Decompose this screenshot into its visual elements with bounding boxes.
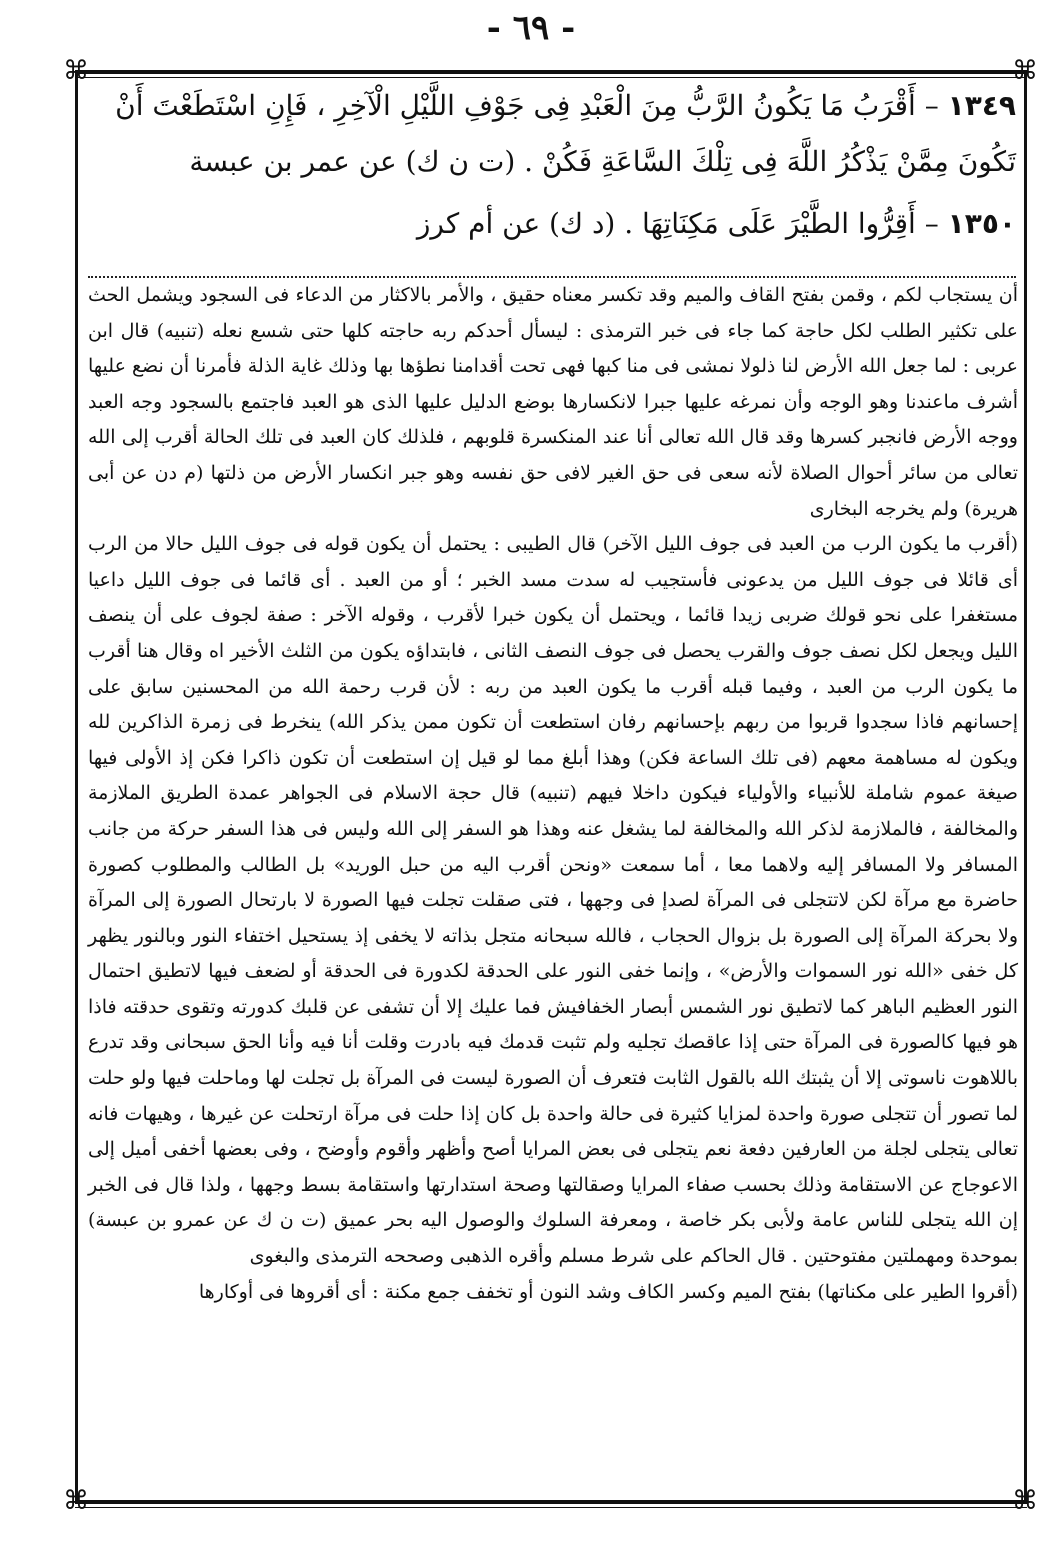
corner-ornament-icon: ⌘	[63, 1486, 89, 1516]
frame-bottom-border	[75, 1500, 1027, 1504]
commentary-paragraph: (أقروا الطير على مكناتها) بفتح الميم وكسر الكاف وشد النون أو تخفف جمع مكنة : أى أقروها فى أوكارها	[198, 1280, 1018, 1303]
hadith-entry	[84, 78, 1016, 190]
page-number: - ٦٩ -	[486, 8, 576, 48]
commentary-body	[88, 278, 1018, 1310]
corner-ornament-icon: ⌘	[1012, 56, 1038, 86]
hadith-text: – أَقِرُّوا الطَّيْرَ عَلَى مَكِنَاتِهَا . (د ك) عن أم كرز	[416, 207, 939, 240]
frame-right-border	[1024, 70, 1027, 1500]
hadith-number: ١٣٥٠	[947, 207, 1016, 240]
hadith-number: ١٣٤٩	[947, 89, 1016, 122]
commentary-paragraph: (أقرب ما يكون الرب من العبد فى جوف الليل الآخر) قال الطيبى : يحتمل أن يكون قوله فى جوف الليل حالا من الرب أى قائلا فى جوف الليل من يدعونى فأستجيب له سدت مسد الخبر ؛ أو من العبد . أى قائما فى جوف الليل داعيا مستغفرا على نحو قولك ضربى زيدا قائما ، ويحتمل أن يكون خبرا لأقرب ، وقوله الآخر : صفة لجوف على أن ينصف الليل ويجعل لكل نصف جوف والقرب يحصل فى جوف النصف الثانى ، فابتداؤه يكون من الثلث الأخير اه وقال هنا أقرب ما يكون الرب من العبد ، وفيما قبله أقرب ما يكون العبد من ربه : لأن قرب رحمة الله من المحسنين سابق على إحسانهم فاذا سجدوا قربوا من ربهم بإحسانهم رفان استطعت أن تكون ممن يذكر الله) ينخرط فى زمرة الذاكرين لله ويكون له مساهمة معهم (فى تلك الساعة فكن) وهذا أبلغ مما لو قيل إن استطعت أن تكون ذاكرا فكن إذ الأولى فيها صيغة عموم شاملة للأنبياء والأولياء فيكون داخلا فيهم (تنبيه) قال حجة الاسلام فى الجواهر عمدة الطريق الملازمة والمخالفة ، فالملازمة لذكر الله والمخالفة لما يشغل عنه وهذا هو السفر إلى الله وليس فى هذا السفر حركة من جانب المسافر ولا المسافر إليه ولاهما معا ، أما سمعت «ونحن أقرب اليه من حبل الوريد» بل الطالب والمطلوب كصورة حاضرة مع مرآة لكن لاتتجلى فى المرآة لصدإ فى وجهها ، فتى صقلت تجلت فيها الصورة لا بارتحال الصورة إلى المرآة ولا بحركة المرآة إلى الصورة بل بزوال الحجاب ، فالله سبحانه متجل بذاته لا يخفى إذ يستحيل اختفاء النور وبالنور يظهر كل خفى «الله نور السموات والأرض» ، وإنما خفى النور على الحدقة لكدورة فى الحدقة أو لضعف فيها لاتطيق احتمال النور العظيم الباهر كما لاتطيق نور الشمس أبصار الخفافيش فما عليك إلا أن تشفى عن قلبك كدورته وتقوى حدقته فاذا هو فيها كالصورة فى المرآة حتى إذا عاقصك تجليه ولم تثبت قدمك فيه بادرت وقلت أنا فيه وأنا الحق سبحانى وقد تدرع باللاهوت ناسوتى إلا أن يثبتك الله بالقول الثابت فتعرف أن الصورة ليست فى المرآة بل تجلت لها وماحلت فيها ولو حلت لما تصور أن تتجلى صورة واحدة لمزايا كثيرة فى حالة واحدة بل كان إذا حلت فى مرآة ارتحلت عن غيرها ، وهيهات فانه تعالى يتجلى لجلة من العارفين دفعة نعم يتجلى فى بعض المرايا أصح وأظهر وأقوم وأوضح ، وفى بعضها أخفى أميل إلى الاعوجاج عن الاستقامة وذلك بحسب صفاء المرايا وصقالتها وصحة استدارتها واستقامة بسط وجهها ، ولذا قال فى الخبر إن الله يتجلى للناس عامة ولأبى بكر خاصة ، ومعرفة السلوك والوصول اليه بحر عميق (ت ن ك عن عمرو بن عبسة) بموحدة ومهملتين مفتوحتين . قال الحاكم على شرط مسلم وأقره الذهبى وصححه الترمذى والبغوى	[88, 533, 1018, 1268]
hadith-list	[84, 78, 1016, 258]
commentary-paragraph: أن يستجاب لكم ، وقمن بفتح القاف والميم وقد تكسر معناه حقيق ، والأمر بالاكثار من الدعاء فى السجود ويشمل الحث على تكثير الطلب لكل حاجة كما جاء فى خبر الترمذى : ليسأل أحدكم ربه حاجته كلها حتى شسع نعله (تنبيه) قال ابن عربى : لما جعل الله الأرض لنا ذلولا نمشى فى منا كبها فهى تحت أقدامنا نطؤها بها وذلك غاية الذلة فأمرنا أن نضع عليها أشرف ماعندنا وهو الوجه وأن نمرغه عليها جبرا لانكسارها بوضع الدليل عليها الذى هو العبد فاجتمع بالسجود وجه العبد ووجه الأرض فانجبر كسرها وقد قال الله تعالى أنا عند المنكسرة قلوبهم ، فلذلك كان العبد فى تلك الحالة أقرب إلى الله تعالى من سائر أحوال الصلاة لأنه سعى فى حق الغير لافى حق نفسه وهو جبر انكسار الأرض من ذلتها (م دن عن أبى هريرة) ولم يخرجه البخارى	[88, 284, 1018, 520]
frame-top-border	[75, 70, 1027, 74]
hadith-text: – أَقْرَبُ مَا يَكُونُ الرَّبُّ مِنَ الْعَبْدِ فِى جَوْفِ اللَّيْلِ الْآخِرِ ، فَإِنِ اسْتَطَعْتَ أَنْ تَكُونَ مِمَّنْ يَذْكُرُ اللَّهَ فِى تِلْكَ السَّاعَةِ فَكُنْ . (ت ن ك) عن عمر بن عبسة	[115, 89, 1016, 178]
hadith-entry	[84, 196, 1016, 252]
frame-left-border	[75, 70, 78, 1500]
corner-ornament-icon: ⌘	[1012, 1486, 1038, 1516]
corner-ornament-icon: ⌘	[63, 56, 89, 86]
